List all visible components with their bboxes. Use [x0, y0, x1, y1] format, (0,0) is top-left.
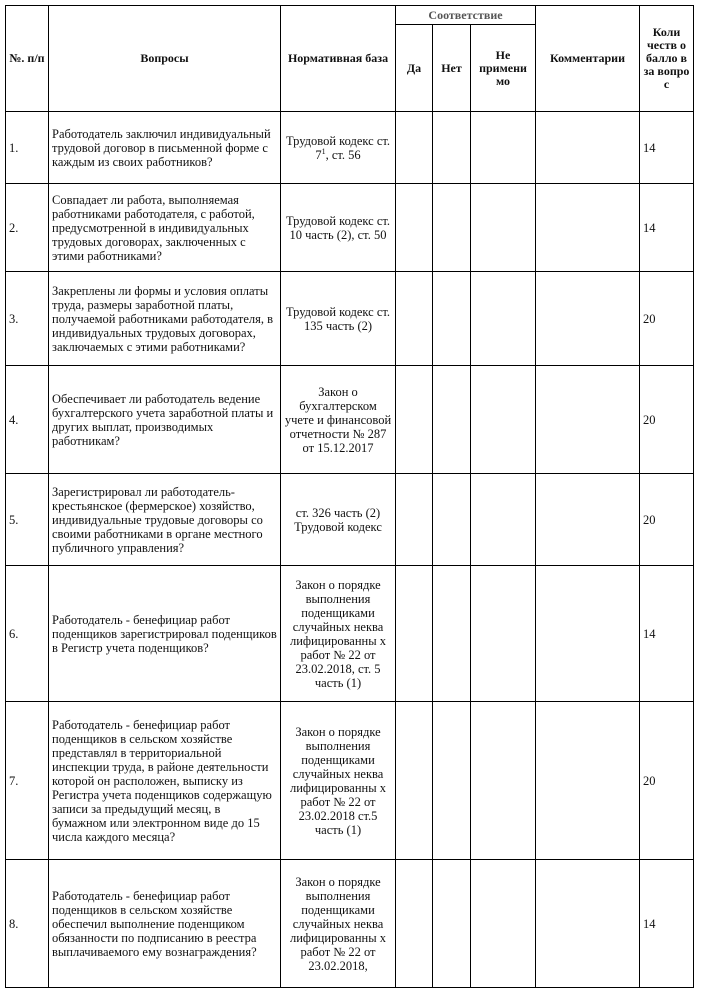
yes-cell[interactable]	[396, 702, 433, 860]
points-cell: 20	[640, 272, 694, 366]
basis-text: ст. 326 часть (2) Трудовой кодекс	[294, 505, 382, 534]
basis-superscript: 1	[321, 146, 326, 156]
header-comments: Комментарии	[536, 6, 640, 112]
yes-cell[interactable]	[396, 860, 433, 988]
question-text: Работодатель - бенефициар работ поденщиков в сельском хозяйстве обеспечил выполнение поденщиком обязанности по подписанию в реестра выплачиваемого ему вознаграждения?	[49, 860, 281, 988]
points-cell: 14	[640, 184, 694, 272]
table-row	[6, 860, 694, 988]
normative-basis	[281, 366, 396, 474]
table-row	[6, 566, 694, 702]
question-text: Зарегистрировал ли работодатель-крестьянское (фермерское) хозяйство, индивидуальные трудовые договоры со своими работниками в органе местного публичного управления?	[49, 474, 281, 566]
comments-cell[interactable]	[536, 272, 640, 366]
no-cell[interactable]	[433, 566, 471, 702]
no-cell[interactable]	[433, 474, 471, 566]
comments-cell[interactable]	[536, 184, 640, 272]
no-cell[interactable]	[433, 272, 471, 366]
question-text: Работодатель - бенефициар работ поденщиков зарегистрировал поденщиков в Регистр учета поденщиков?	[49, 566, 281, 702]
row-number: 1.	[6, 112, 49, 184]
comments-cell[interactable]	[536, 702, 640, 860]
header-not-applicable: Не примени мо	[471, 25, 536, 112]
normative-basis	[281, 112, 396, 184]
table-row	[6, 184, 694, 272]
header-no: Нет	[433, 25, 471, 112]
row-number: 4.	[6, 366, 49, 474]
yes-cell[interactable]	[396, 184, 433, 272]
basis-text: Трудовой кодекс ст. 135 часть (2)	[285, 304, 391, 333]
points-cell: 14	[640, 860, 694, 988]
normative-basis	[281, 860, 396, 988]
question-text: Совпадает ли работа, выполняемая работниками работодателя, с работой, предусмотренной в индивидуальных трудовых договорах, заключенных с этими работниками?	[49, 184, 281, 272]
basis-text: Закон о порядке выполнения поденщиками случайных неква лифицированны х работ № 22 от 23.02.2018,	[289, 874, 387, 973]
header-question: Вопросы	[49, 6, 281, 112]
normative-basis	[281, 474, 396, 566]
no-cell[interactable]	[433, 112, 471, 184]
comments-cell[interactable]	[536, 474, 640, 566]
no-cell[interactable]	[433, 860, 471, 988]
points-cell: 14	[640, 112, 694, 184]
row-number: 8.	[6, 860, 49, 988]
table-row	[6, 112, 694, 184]
table-row	[6, 272, 694, 366]
yes-cell[interactable]	[396, 112, 433, 184]
points-cell: 14	[640, 566, 694, 702]
points-cell: 20	[640, 474, 694, 566]
normative-basis	[281, 702, 396, 860]
points-cell: 20	[640, 366, 694, 474]
not-applicable-cell[interactable]	[471, 566, 536, 702]
row-number: 7.	[6, 702, 49, 860]
basis-text: Трудовой кодекс ст. 10 часть (2), ст. 50	[285, 213, 391, 242]
yes-cell[interactable]	[396, 474, 433, 566]
row-number: 6.	[6, 566, 49, 702]
question-text: Закреплены ли формы и условия оплаты труда, размеры заработной платы, получаемой работниками работодателя, в индивидуальных трудовых договорах, заключаемых с этими работниками?	[49, 272, 281, 366]
yes-cell[interactable]	[396, 272, 433, 366]
not-applicable-cell[interactable]	[471, 366, 536, 474]
comments-cell[interactable]	[536, 112, 640, 184]
row-number: 2.	[6, 184, 49, 272]
question-text: Работодатель - бенефициар работ поденщиков в сельском хозяйстве представлял в территориальной инспекции труда, в районе деятельности которой он расположен, выписку из Регистра учета поденщиков содержащую записи за предыдущий месяц, в бумажном или электронном виде до 15 числа каждого месяца?	[49, 702, 281, 860]
points-cell: 20	[640, 702, 694, 860]
no-cell[interactable]	[433, 366, 471, 474]
table-row	[6, 366, 694, 474]
not-applicable-cell[interactable]	[471, 860, 536, 988]
row-number: 3.	[6, 272, 49, 366]
question-text: Работодатель заключил индивидуальный трудовой договор в письменной форме с каждым из своих работников?	[49, 112, 281, 184]
row-number: 5.	[6, 474, 49, 566]
header-yes: Да	[396, 25, 433, 112]
basis-text: Закон о порядке выполнения поденщиками случайных неква лифицированны х работ № 22 от 23.02.2018, ст. 5 часть (1)	[289, 577, 387, 690]
normative-basis	[281, 184, 396, 272]
header-row	[6, 6, 694, 25]
comments-cell[interactable]	[536, 860, 640, 988]
comments-cell[interactable]	[536, 566, 640, 702]
no-cell[interactable]	[433, 184, 471, 272]
table-row	[6, 702, 694, 860]
not-applicable-cell[interactable]	[471, 112, 536, 184]
not-applicable-cell[interactable]	[471, 272, 536, 366]
normative-basis	[281, 272, 396, 366]
comments-cell[interactable]	[536, 366, 640, 474]
header-basis: Нормативная база	[281, 6, 396, 112]
not-applicable-cell[interactable]	[471, 474, 536, 566]
header-num: №. п/п	[6, 6, 49, 112]
header-points: Коли честв о балло в за вопро с	[640, 6, 694, 112]
yes-cell[interactable]	[396, 366, 433, 474]
basis-text-suffix: , ст. 56	[325, 147, 361, 162]
basis-text: Закон о порядке выполнения поденщиками случайных неква лифицированны х работ № 22 от 23.02.2018 ст.5 часть (1)	[289, 724, 387, 837]
no-cell[interactable]	[433, 702, 471, 860]
compliance-table	[5, 5, 694, 988]
not-applicable-cell[interactable]	[471, 702, 536, 860]
normative-basis	[281, 566, 396, 702]
header-correspondence: Соответствие	[396, 6, 536, 25]
question-text: Обеспечивает ли работодатель ведение бухгалтерского учета заработной платы и других выплат, производимых работникам?	[49, 366, 281, 474]
basis-text: Трудовой кодекс ст. 7	[285, 133, 391, 162]
yes-cell[interactable]	[396, 566, 433, 702]
not-applicable-cell[interactable]	[471, 184, 536, 272]
basis-text: Закон о бухгалтерском учете и финансовой отчетности № 287 от 15.12.2017	[284, 384, 392, 455]
table-row	[6, 474, 694, 566]
